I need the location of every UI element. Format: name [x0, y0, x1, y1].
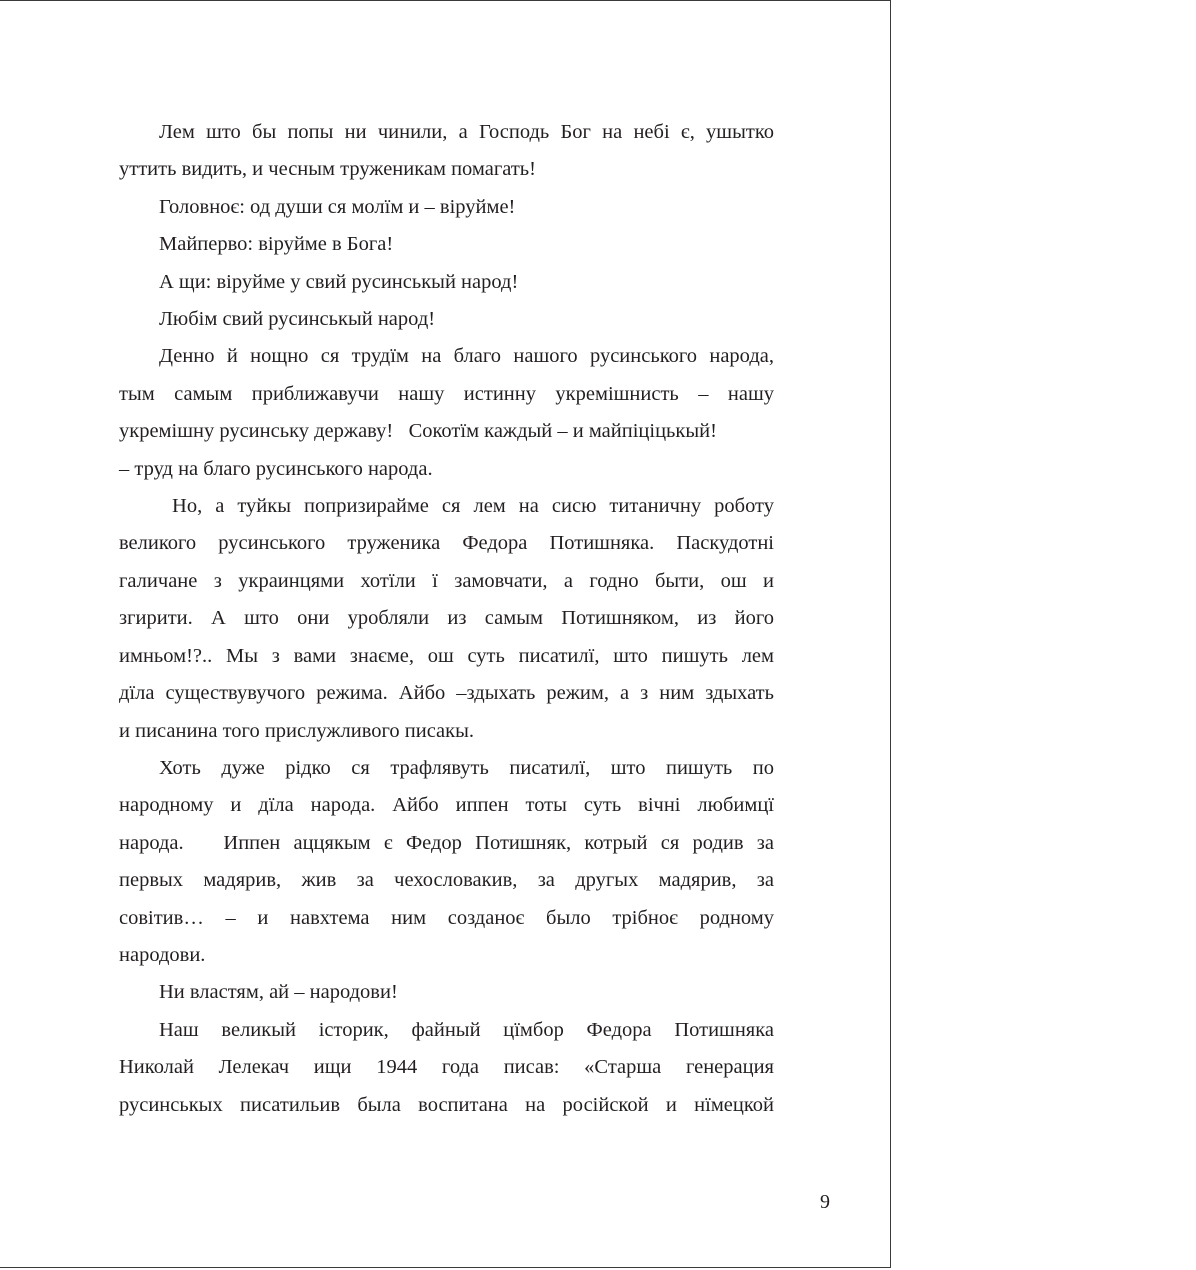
- text-line: Денно й нощно ся трудїм на благо нашого русинського народа,: [159, 345, 774, 368]
- text-line: Хоть дуже рідко ся трафлявуть писатилї, што пишуть по: [159, 756, 774, 779]
- text-line: Любім свий русинськый народ!: [159, 308, 436, 331]
- text-line: – труд на благо русинського народа.: [119, 457, 433, 480]
- text-line: народному и дїла народа. Айбо иппен тоты суть вічні любимцї: [119, 794, 774, 817]
- text-line: первых мадярив, жив за чехословакив, за другых мадярив, за: [119, 869, 774, 892]
- text-line: укремішну русинську державу! Сокотїм каждый – и майпіціцькый!: [119, 420, 717, 443]
- text-line: народа. Иппен аццякым є Федор Потишняк, котрый ся родив за: [119, 831, 774, 854]
- text-line: имньом!?.. Мы з вами знаєме, ош суть писатилї, што пишуть лем: [119, 644, 774, 667]
- text-line: Майперво: віруйме в Бога!: [159, 233, 394, 256]
- text-line: Ни властям, ай – народови!: [159, 981, 398, 1004]
- text-line: Головноє: од души ся молїм и – віруйме!: [159, 195, 516, 218]
- text-line: дїла существувучого режима. Айбо –здыхать режим, а з ним здыхать: [119, 682, 774, 705]
- text-line: згирити. А што они уробляли из самым Потишняком, из його: [119, 607, 774, 630]
- text-line: Николай Лелекач ищи 1944 года писав: «Старша генерация: [119, 1056, 774, 1079]
- text-line: Но, а туйкы попризирайме ся лем на сисю титаничну роботу: [159, 495, 774, 518]
- text-line: народови.: [119, 943, 206, 966]
- text-line: тым самым приближавучи нашу истинну укремішнисть – нашу: [119, 382, 774, 405]
- text-line: совітив… – и навхтема ним созданоє было трібноє родному: [119, 906, 774, 929]
- text-line: А щи: віруйме у свий русинськый народ!: [159, 270, 519, 293]
- text-line: великого русинського труженика Федора Потишняка. Паскудотні: [119, 532, 774, 555]
- text-line: Наш великый історик, файный цїмбор Федора Потишняка: [159, 1018, 774, 1041]
- text-line: и писанина того прислужливого писакы.: [119, 719, 475, 742]
- text-line: Лем што бы попы ни чинили, а Господь Бог на небі є, ушытко: [159, 121, 774, 143]
- text-line: уттить видить, и чесным труженикам помагать!: [119, 158, 536, 181]
- text-line: русинськых писатильив была воспитана на російской и нїмецкой: [119, 1093, 774, 1116]
- body-text: [119, 114, 774, 1124]
- page-number: 9: [820, 1191, 830, 1213]
- text-line: галичане з украинцями хотїли ї замовчати, а годно быти, ош и: [119, 569, 774, 592]
